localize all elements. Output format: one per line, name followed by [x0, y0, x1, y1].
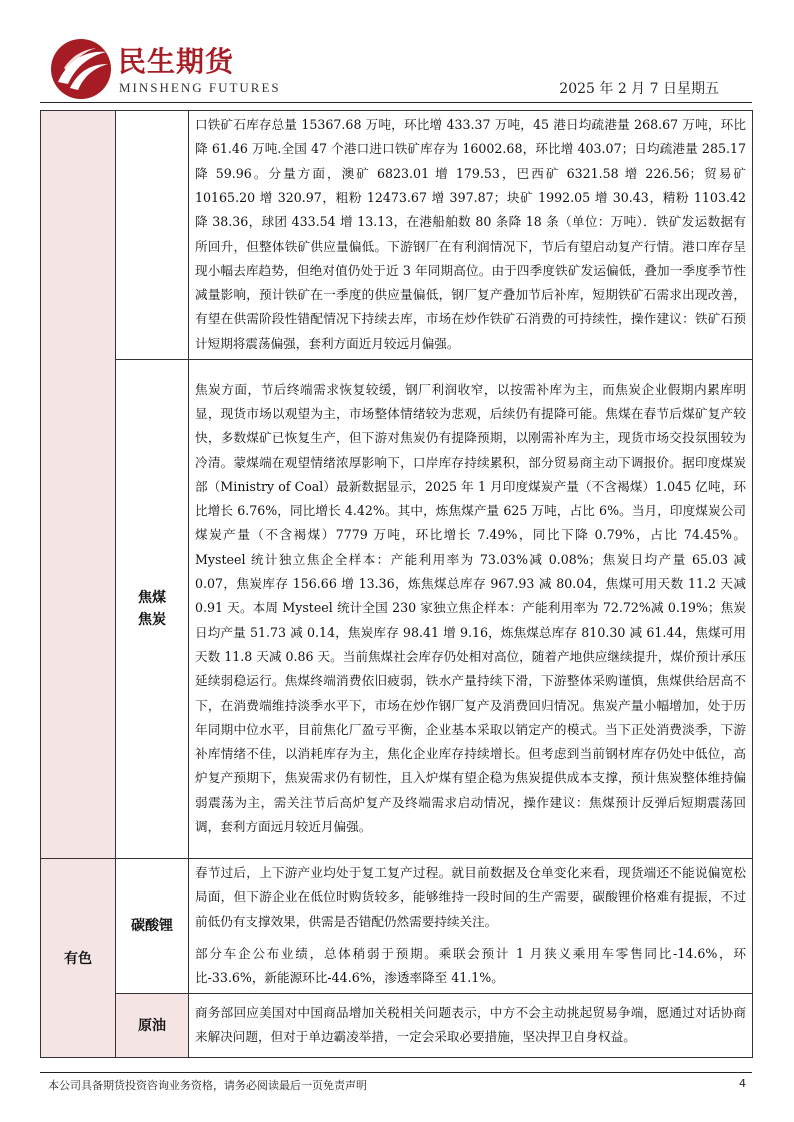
sub-cell-coke — [116, 360, 189, 859]
sub-label-coking-coal: 焦煤 — [138, 590, 166, 606]
lithium-paragraph-2: 部分车企公布业绩，总体稍弱于预期。乘联会预计 1 月狭义乘用车零售同比-14.6%，环比-33.6%，新能源环比-44.6%，渗透率降至 41.1%。 — [195, 945, 746, 986]
table-row-iron-ore — [41, 111, 753, 360]
page-number: 4 — [739, 1077, 746, 1090]
table-row-lithium — [41, 859, 753, 994]
lithium-paragraph-1: 春节过后，上下游产业均处于复工复产过程。就目前数据及仓单变化来看，现货端还不能说偏宽松局面，但下游企业在低位时购货较多，能够维持一段时间的生产需要，碳酸锂价格难有提振，不过前低仍有支撑效果，供需是否错配仍然需要持续关注。 — [195, 865, 746, 929]
commodity-table — [40, 110, 753, 1058]
sub-label-coke: 焦炭 — [138, 612, 166, 628]
table-row-coke — [41, 360, 753, 859]
category-cell-nonferrous: 有色 — [41, 859, 116, 1058]
minsheng-logo-icon — [50, 38, 112, 100]
sub-cell-lithium: 碳酸锂 — [116, 859, 189, 994]
footer-divider — [40, 1072, 752, 1073]
report-date: 2025 年 2 月 7 日星期五 — [559, 81, 719, 97]
brand-name-en: MINSHENG FUTURES — [119, 80, 281, 95]
content-lithium — [189, 859, 753, 994]
sub-cell-crude: 原油 — [116, 994, 189, 1058]
category-cell-black — [41, 111, 116, 859]
footer-disclaimer: 本公司具备期货投资咨询业务资格，请务必阅读最后一页免责声明 — [48, 1079, 367, 1092]
page-header — [0, 0, 794, 110]
header-divider — [40, 102, 752, 103]
content-crude: 商务部回应美国对中国商品增加关税相关问题表示，中方不会主动挑起贸易争端，愿通过对话协商来解决问题，但对于单边霸凌举措，一定会采取必要措施，坚决捍卫自身权益。 — [189, 994, 753, 1058]
table-row-crude — [41, 994, 753, 1058]
brand-name-cn: 民生期货 — [118, 45, 235, 78]
sub-cell-iron-ore — [116, 111, 189, 360]
content-iron-ore: 口铁矿石库存总量 15367.68 万吨，环比增 433.37 万吨，45 港日均疏港量 268.67 万吨，环比降 61.46 万吨.全国 47 个港口进口铁矿库存为 16002.68，环比增 403.07；日均疏港量 285.17 降 59.96。分量方面，澳矿 6823.01 增 179.53，巴西矿 6321.58 增 226.56；贸易矿 10165.20 增 320.97，粗粉 12473.67 增 397.87；块矿 1992.05 增 30.43，精粉 1103.42 降 38.36，球团 433.54 增 13.13，在港船舶数 80 条降 18 条（单位：万吨）．铁矿发运数据有所回升，但整体铁矿供应量偏低。下游钢厂在有利润情况下，节后有望启动复产行情。港口库存呈现小幅去库趋势，但绝对值仍处于近 3 年同期高位。由于四季度铁矿发运偏低，叠加一季度季节性减量影响，预计铁矿在一季度的供应量偏低，钢厂复产叠加节后补库，短期铁矿石需求出现改善，有望在供需阶段性错配情况下持续去库，市场在炒作铁矿石消费的可持续性，操作建议：铁矿石预计短期将震荡偏强，套利方面近月较远月偏强。 — [189, 111, 753, 360]
content-coke: 焦炭方面，节后终端需求恢复较缓，钢厂利润收窄，以按需补库为主，而焦炭企业假期内累库明显，现货市场以观望为主，市场整体情绪较为悲观，后续仍有提降可能。焦煤在春节后煤矿复产较快，多数煤矿已恢复生产，但下游对焦炭仍有提降预期，以刚需补库为主，现货市场交投氛围较为冷清。蒙煤端在观望情绪浓厚影响下，口岸库存持续累积，部分贸易商主动下调报价。据印度煤炭部（Ministry of Coal）最新数据显示，2025 年 1 月印度煤炭产量（不含褐煤）1.045 亿吨，环比增长 6.76%，同比增长 4.42%。其中，炼焦煤产量 625 万吨，占比 6%。当月，印度煤炭公司煤炭产量（不含褐煤）7779 万吨，环比增长 7.49%，同比下降 0.79%，占比 74.45%。Mysteel 统计独立焦企全样本：产能利用率为 73.03%减 0.08%；焦炭日均产量 65.03 减 0.07，焦炭库存 156.66 增 13.36，炼焦煤总库存 967.93 减 80.04，焦煤可用天数 11.2 天减 0.91 天。本周 Mysteel 统计全国 230 家独立焦企样本：产能利用率为 72.72%减 0.19%；焦炭日均产量 51.73 减 0.14，焦炭库存 98.41 增 9.16，炼焦煤总库存 810.30 减 61.44，焦煤可用天数 11.8 天减 0.86 天。当前焦煤社会库存仍处相对高位，随着产地供应继续提升，煤价预计承压延续弱稳运行。焦煤终端消费依旧疲弱，铁水产量持续下滑，下游整体采购谨慎，焦煤供给居高不下，在消费端维持淡季水平下，市场在炒作钢厂复产及消费回归情况。焦炭产量小幅增加，处于历年同期中位水平，目前焦化厂盈亏平衡，企业基本采取以销定产的模式。当下正处消费淡季，下游补库情绪不佳，以消耗库存为主，焦化企业库存持续增长。但考虑到当前钢材库存仍处中低位，高炉复产预期下，焦炭需求仍有韧性，且入炉煤有望企稳为焦炭提供成本支撑，预计焦炭整体维持偏弱震荡为主，需关注节后高炉复产及终端需求启动情况，操作建议：焦煤预计反弹后短期震荡回调，套利方面远月较近月偏强。 — [189, 360, 753, 859]
